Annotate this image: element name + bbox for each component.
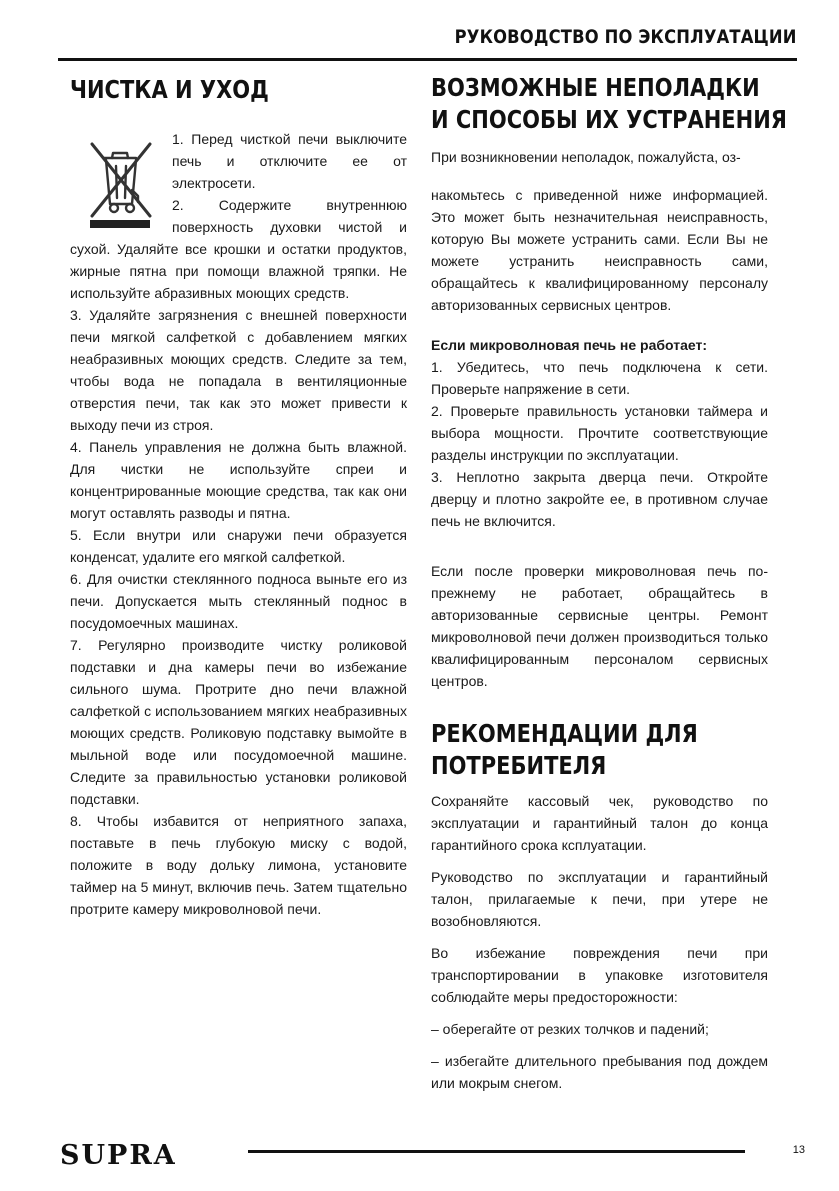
- crossed-out-wheelie-bin-icon: [80, 132, 160, 230]
- cleaning-step-4: 4. Панель управления не должна быть влажной. Для чистки не используйте спреи и концентрированные моющие средства, так как они могут оставлять разводы и пятна.: [70, 439, 407, 521]
- footer-rule: [248, 1150, 745, 1153]
- troubleshooting-item-1: 1. Убедитесь, что печь подключена к сети. Проверьте напряжение в сети.: [431, 359, 768, 397]
- troubleshooting-column: [431, 72, 787, 1094]
- cleaning-title: ЧИСТКА И УХОД: [70, 75, 269, 104]
- recommendation-1: Сохраняйте кассовый чек, руководство по эксплуатации и гарантийный талон до конца гарантийного срока ксплуатации.: [431, 793, 768, 853]
- cleaning-step-2: 2. Содержите внутреннюю поверхность духовки чистой и сухой. Удаляйте все крошки и остатки продуктов, жирные пятна при помощи влажной тряпки. Не используйте абразивных моющих средств.: [70, 197, 407, 301]
- cleaning-step-7: 7. Регулярно производите чистку роликовой подставки и дна камеры печи во избежание сильного шума. Протрите дно печи влажной салфеткой с использованием мягких неабразивных моющих средств. Роликовую подставку вымойте в мыльной воде или посудомоечной машине. Следите за правильностью установки роликовой подставки.: [70, 637, 407, 807]
- cleaning-step-1: 1. Перед чисткой печи выключите печь и отключите ее от электросети.: [172, 131, 407, 191]
- troubleshooting-intro-line1: При возникновении неполадок, пожалуйста, оз-: [431, 149, 741, 165]
- troubleshooting-intro: накомьтесь с приведенной ниже информацией. Это может быть незначительная неисправность, которую Вы можете устранить сами. Если Вы не можете устранить неисправность сами, обращайтесь к квалифицированному персоналу авторизованных сервисных центров.: [431, 187, 768, 313]
- header-rule: [58, 58, 797, 61]
- cleaning-step-6: 6. Для очистки стеклянного подноса выньте его из печи. Допускается мыть стеклянный поднос в посудомоечных машинах.: [70, 571, 407, 631]
- recommendations-title-line2: ПОТРЕБИТЕЛЯ: [431, 751, 607, 780]
- troubleshooting-item-2: 2. Проверьте правильность установки таймера и выбора мощности. Прочтите соответствующие разделы инструкции по эксплуатации.: [431, 403, 768, 463]
- troubleshooting-subhead: Если микроволновая печь не работает:: [431, 337, 707, 353]
- troubleshooting-after-check: Если после проверки микроволновая печь по-прежнему не работает, обращайтесь в авторизованные сервисные центры. Ремонт микроволновой печи должен производиться только квалифицированным персоналом сервисных центров.: [431, 563, 768, 689]
- header-title: РУКОВОДСТВО ПО ЭКСПЛУАТАЦИИ: [455, 26, 797, 48]
- cleaning-step-8: 8. Чтобы избавится от неприятного запаха, поставьте в печь глубокую миску с водой, положите в воду дольку лимона, установите таймер на 5 минут, включив печь. Затем тщательно протрите камеру микроволновой печи.: [70, 813, 407, 917]
- brand-logo: SUPRA: [60, 1140, 177, 1171]
- recommendation-5: – избегайте длительного пребывания под дождем или мокрым снегом.: [431, 1053, 768, 1091]
- recommendations-title-line1: РЕКОМЕНДАЦИИ ДЛЯ: [431, 719, 698, 748]
- page-number: 13: [792, 1144, 805, 1156]
- recommendation-2: Руководство по эксплуатации и гарантийный талон, прилагаемые к печи, при утере не возобновляются.: [431, 869, 768, 929]
- cleaning-step-3: 3. Удаляйте загрязнения с внешней поверхности печи мягкой салфеткой с добавлением мягких неабразивных моющих средств. Следите за тем, чтобы вода не попадала в вентиляционные отверстия печи, так как это может привести к выходу печи из строя.: [70, 307, 407, 433]
- troubleshooting-title-line2: И СПОСОБЫ ИХ УСТРАНЕНИЯ: [431, 105, 787, 134]
- recommendation-3: Во избежание повреждения печи при транспортировании в упаковке изготовителя соблюдайте меры предосторожности:: [431, 945, 768, 1005]
- recommendation-4: – оберегайте от резких толчков и падений;: [431, 1021, 709, 1037]
- cleaning-column: [70, 72, 407, 920]
- troubleshooting-title-line1: ВОЗМОЖНЫЕ НЕПОЛАДКИ: [431, 73, 760, 102]
- cleaning-step-5: 5. Если внутри или снаружи печи образуется конденсат, удалите его мягкой салфеткой.: [70, 527, 407, 565]
- troubleshooting-item-3: 3. Неплотно закрыта дверца печи. Откройте дверцу и плотно закройте ее, в противном случае печь не включится.: [431, 469, 768, 529]
